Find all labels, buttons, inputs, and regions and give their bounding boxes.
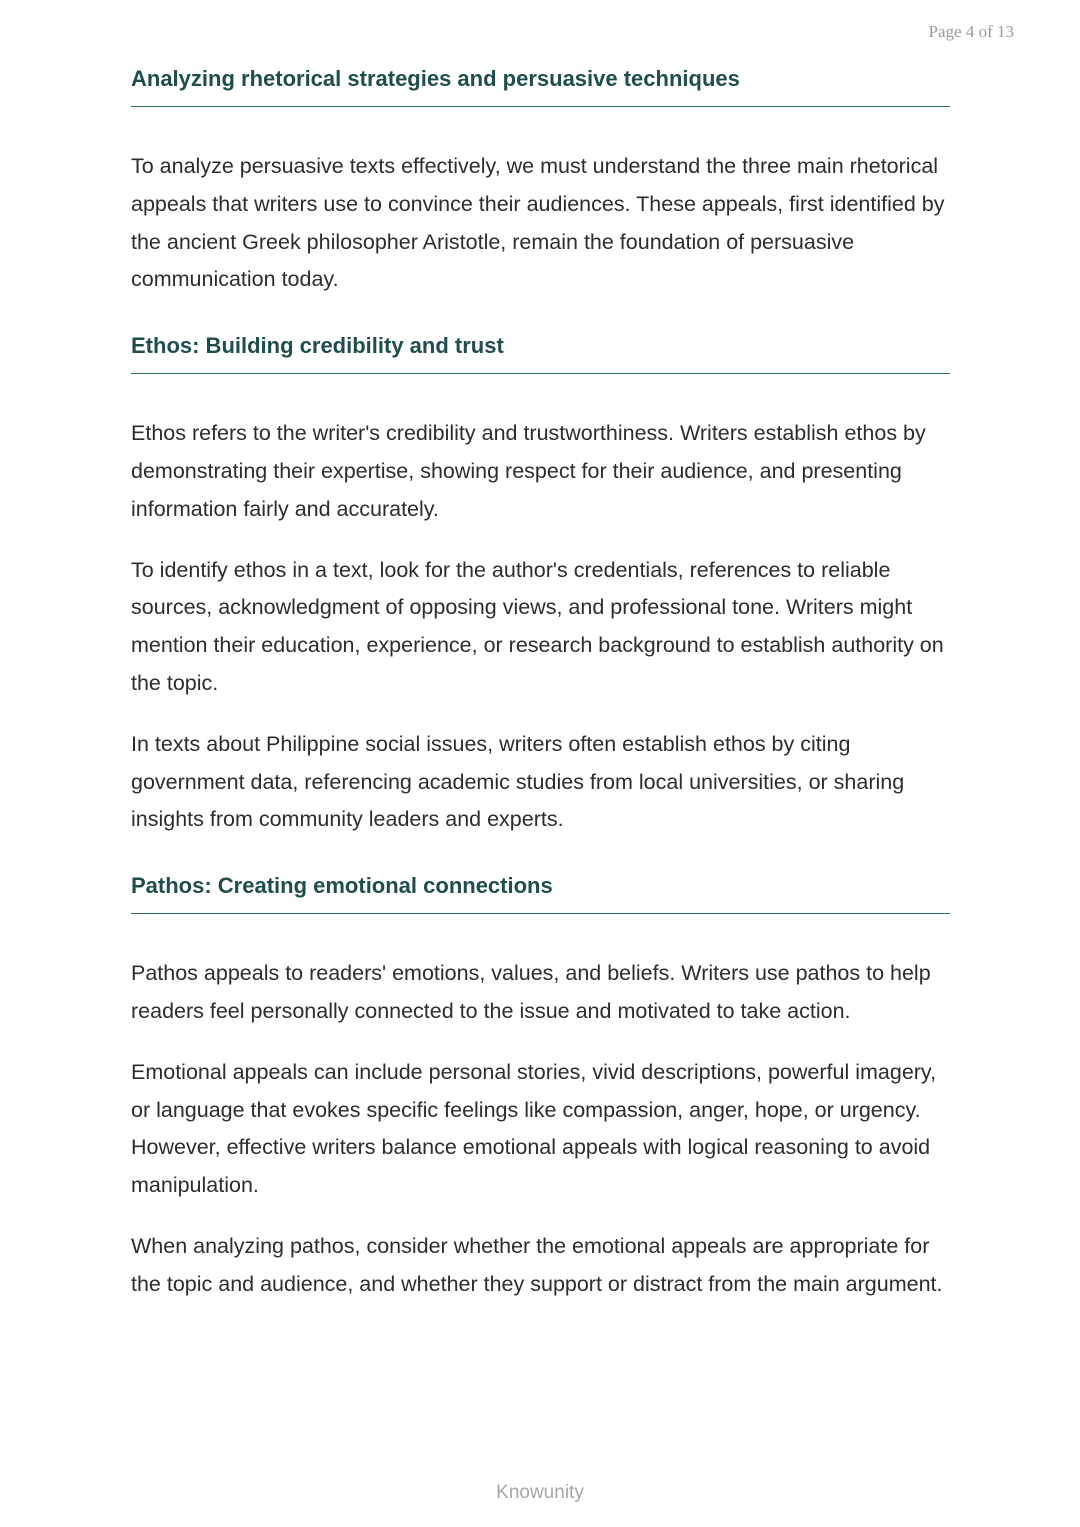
section-heading-rhetorical-strategies: Analyzing rhetorical strategies and persuasive techniques [131,64,950,107]
paragraph-ethos-definition: Ethos refers to the writer's credibility and trustworthiness. Writers establish ethos by demonstrating their expertise, showing respect for their audience, and presenting information fairly and accurately. [131,421,926,521]
paragraph-ethos-philippines: In texts about Philippine social issues, writers often establish ethos by citing government data, referencing academic studies from local universities, or sharing insights from community leaders and experts. [131,731,905,832]
paragraph-pathos-definition: Pathos appeals to readers' emotions, values, and beliefs. Writers use pathos to help readers feel personally connected to the issue and motivated to take action. [131,961,931,1023]
section-heading-ethos: Ethos: Building credibility and trust [131,331,950,374]
page-number: Page 4 of 13 [928,22,1014,41]
document-body [131,64,950,1304]
footer-brand: Knowunity [496,1482,584,1503]
paragraph-rhetorical-intro: To analyze persuasive texts effectively, we must understand the three main rhetorical appeals that writers use to convince their audiences. These appeals, first identified by the ancient Greek philosopher Aristotle, remain the foundation of persuasive communication today. [131,154,945,292]
section-heading-pathos: Pathos: Creating emotional connections [131,871,950,914]
paragraph-pathos-appeals: Emotional appeals can include personal stories, vivid descriptions, powerful imagery, or language that evokes specific feelings like compassion, anger, hope, or urgency. However, effective writers balance emotional appeals with logical reasoning to avoid manipulation. [131,1059,937,1198]
paragraph-pathos-analyzing: When analyzing pathos, consider whether the emotional appeals are appropriate for the topic and audience, and whether they support or distract from the main argument. [131,1233,943,1296]
paragraph-ethos-identify: To identify ethos in a text, look for the author's credentials, references to reliable sources, acknowledgment of opposing views, and professional tone. Writers might mention their education, experience, or research background to establish authority on the topic. [131,557,944,695]
